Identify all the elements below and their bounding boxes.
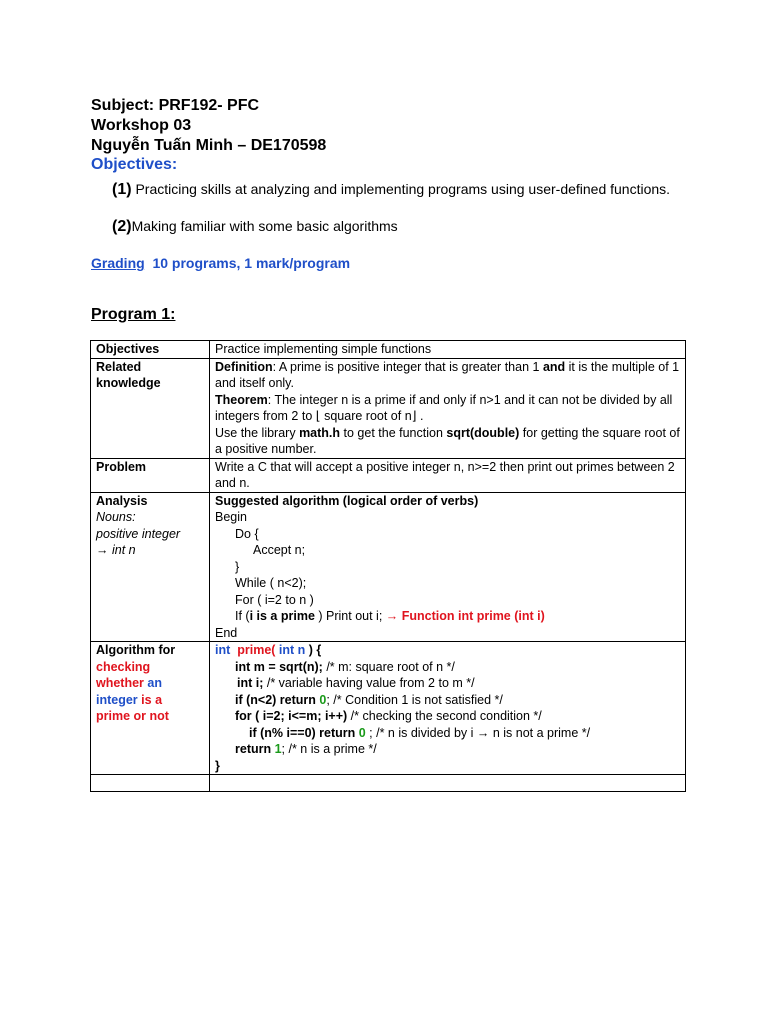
- label-text: an: [147, 676, 163, 690]
- label-text: is a: [141, 692, 163, 707]
- code-line: [215, 692, 680, 709]
- program-1-table: [90, 340, 686, 792]
- definition-and: and: [542, 359, 566, 374]
- table-row: [91, 458, 686, 492]
- sqrt-function-name: sqrt(double): [446, 425, 520, 440]
- analysis-label: Analysis: [96, 493, 148, 508]
- code-keyword: int: [215, 643, 231, 657]
- row-label: [91, 642, 210, 775]
- code-function-name: prime(: [237, 643, 276, 657]
- algo-line: For ( i=2 to n ): [235, 592, 314, 607]
- code-text: int m = sqrt(n);: [235, 659, 323, 674]
- table-row: [91, 492, 686, 642]
- theorem-label: Theorem: [215, 392, 268, 407]
- code-comment: /* variable having value from 2 to m */: [263, 676, 475, 690]
- library-text-end: for getting the square root of a positive number.: [215, 425, 680, 456]
- code-line: [215, 725, 680, 742]
- nouns-label: Nouns:: [96, 510, 136, 524]
- code-comment: ; /* n is divided by i → n is not a prime */: [365, 725, 591, 740]
- code-line: [215, 642, 680, 659]
- code-text: ) {: [308, 643, 322, 657]
- program-1-title: Program 1:: [91, 306, 176, 323]
- workshop-heading: Workshop 03: [91, 117, 192, 134]
- library-text: Use the library: [215, 425, 300, 440]
- library-name: math.h: [299, 425, 341, 440]
- grading-label: Grading: [91, 255, 145, 271]
- algorithm-label-line: [96, 675, 204, 692]
- code-text: int i;: [237, 676, 264, 690]
- code-literal: 1: [274, 742, 282, 756]
- suggested-algorithm-title: Suggested algorithm (logical order of verbs): [215, 493, 479, 508]
- table-row: [91, 341, 686, 359]
- subject-heading: Subject: PRF192- PFC: [91, 97, 260, 114]
- row-content: Practice implementing simple functions: [210, 341, 686, 359]
- library-paragraph: [215, 425, 680, 458]
- row-label: Objectives: [91, 341, 210, 359]
- objective-item-2: [112, 218, 672, 235]
- algorithm-label-line: [96, 692, 204, 709]
- label-text: whether: [96, 676, 144, 690]
- row-content: [210, 492, 686, 642]
- table-row: [91, 642, 686, 775]
- code-line: [215, 741, 680, 758]
- label-text: checking: [96, 659, 151, 674]
- empty-cell: [91, 775, 210, 792]
- code-text: return: [235, 742, 275, 756]
- theorem-text: : The integer n is a prime if and only if n>1 and it can not be divided by all integers from 2 to ⌊ square root of n⌋ .: [215, 392, 673, 423]
- row-content: [210, 642, 686, 775]
- algo-text: ) Print out i;: [314, 609, 386, 623]
- theorem-paragraph: [215, 392, 680, 425]
- algo-line: While ( n<2);: [235, 576, 307, 590]
- code-text: if (n% i==0) return: [249, 725, 359, 740]
- algo-line: End: [215, 625, 238, 640]
- library-text-mid: to get the function: [340, 425, 447, 440]
- algo-line: Accept n;: [253, 543, 306, 557]
- function-reference: → Function int prime (int i): [385, 609, 545, 623]
- definition-label: Definition: [215, 359, 273, 374]
- grading-text: 10 programs, 1 mark/program: [152, 255, 351, 271]
- row-content: [210, 358, 686, 458]
- code-line: [215, 659, 680, 676]
- table-row: [91, 358, 686, 458]
- code-comment: /* checking the second condition */: [347, 709, 542, 723]
- code-param: int n: [278, 643, 306, 657]
- row-label: [91, 492, 210, 642]
- grading-line: [91, 255, 350, 271]
- label-text: Algorithm for: [96, 643, 176, 657]
- algorithm-label-line: [96, 642, 204, 659]
- code-comment: ; /* n is a prime */: [281, 742, 377, 756]
- code-line: [215, 708, 680, 725]
- objective-text: Practicing skills at analyzing and implementing programs using user-defined functions.: [131, 181, 671, 197]
- code-line: [215, 675, 680, 692]
- algo-text: If (: [235, 609, 250, 623]
- objective-number: (1): [112, 181, 132, 198]
- label-text: integer: [96, 692, 138, 707]
- definition-paragraph: [215, 359, 680, 392]
- noun-variable: → int n: [96, 543, 136, 557]
- empty-cell: [210, 775, 686, 792]
- algo-line: Begin: [215, 510, 247, 524]
- code-literal: 0: [358, 725, 366, 740]
- objectives-title: Objectives:: [91, 156, 178, 173]
- objective-number: (2): [112, 218, 132, 235]
- row-label: Problem: [91, 458, 210, 492]
- algo-line: Do {: [235, 526, 259, 541]
- code-text: for ( i=2; i<=m; i++): [235, 709, 348, 723]
- objective-text: Making familiar with some basic algorithms: [131, 218, 398, 234]
- code-literal: 0: [319, 692, 327, 707]
- student-heading: Nguyễn Tuấn Minh – DE170598: [91, 137, 327, 154]
- algo-line: [215, 608, 680, 625]
- noun-item: positive integer: [96, 526, 181, 541]
- algo-line: }: [235, 559, 240, 574]
- code-comment: ; /* Condition 1 is not satisfied */: [326, 692, 503, 707]
- label-text: prime or not: [96, 709, 169, 723]
- definition-text: : A prime is positive integer that is greater than 1: [272, 359, 543, 374]
- table-row: [91, 775, 686, 792]
- algo-condition: i is a prime: [249, 609, 315, 623]
- code-comment: /* m: square root of n */: [322, 659, 455, 674]
- code-line: }: [215, 758, 220, 773]
- row-content: Write a C that will accept a positive integer n, n>=2 then print out primes between 2 and n.: [210, 458, 686, 492]
- definition-text-end: it is the multiple of 1 and itself only.: [215, 359, 680, 390]
- code-text: if (n<2) return: [235, 692, 320, 707]
- row-label: Related knowledge: [91, 358, 210, 458]
- objective-item-1: [112, 181, 672, 198]
